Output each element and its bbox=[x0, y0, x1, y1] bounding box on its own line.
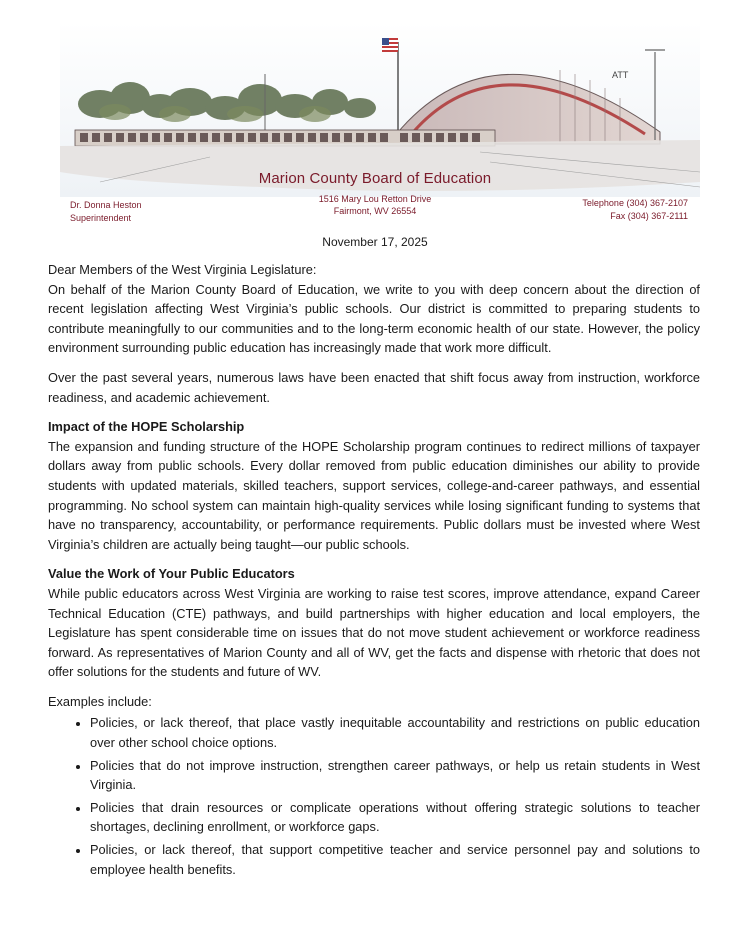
educators-heading: Value the Work of Your Public Educators bbox=[48, 566, 295, 582]
list-item: • Policies, or lack thereof, that support competitive teacher and service personnel pay and solutions to employee health benefits. bbox=[90, 840, 700, 879]
building-sign: ATT bbox=[612, 70, 629, 80]
list-item: • Policies that do not improve instruction, strengthen career pathways, or help us retain students in West Virginia. bbox=[90, 756, 700, 795]
superintendent-block bbox=[70, 199, 142, 225]
letter-date: November 17, 2025 bbox=[322, 235, 428, 249]
letter-body bbox=[48, 260, 700, 882]
hope-heading: Impact of the HOPE Scholarship bbox=[48, 419, 245, 435]
contact-block bbox=[582, 197, 688, 223]
intro-paragraph: On behalf of the Marion County Board of Education, we write to you with deep concern about the direction of recent legislation affecting West Virginia’s public schools. Our district is committed to preparing students to contribute meaningfully to our communities and to the long-term economic health of our state. However, the policy environment surrounding public education has increasingly made that work more difficult. bbox=[48, 281, 700, 356]
organization-name: Marion County Board of Education bbox=[258, 170, 492, 187]
laws-paragraph: Over the past several years, numerous laws have been enacted that shift focus away from instruction, workforce readiness, and academic achievement. bbox=[48, 369, 700, 405]
examples-list bbox=[48, 713, 700, 879]
telephone: Telephone (304) 367-2107 bbox=[582, 198, 688, 208]
list-item: • Policies that drain resources or complicate operations without offering strategic solutions to teacher shortages, declining enrollment, or workforce gaps. bbox=[90, 798, 700, 837]
address-line-1: 1516 Mary Lou Retton Drive bbox=[318, 194, 432, 204]
address-line-2: Fairmont, WV 26554 bbox=[333, 206, 417, 216]
examples-intro: Examples include: bbox=[48, 693, 152, 709]
hope-paragraph: The expansion and funding structure of the HOPE Scholarship program continues to redirect millions of taxpayer dollars away from public schools. Every dollar removed from public education diminishes our ability to provide students with updated materials, skilled teachers, support services, college-and-career pathways, and essential programming. No school system can maintain high-quality services while losing significant funding to systems that have no transparency, accountability, or performance requirements. Public dollars must be invested where West Virginia’s children are actually being taught—our public schools. bbox=[48, 438, 700, 552]
superintendent-title: Superintendent bbox=[70, 213, 132, 223]
superintendent-name: Dr. Donna Heston bbox=[70, 200, 142, 210]
educators-paragraph: While public educators across West Virginia are working to raise test scores, improve attendance, expand Career Technical Education (CTE) pathways, and build partnerships with higher education and local employers, the Legislature has spent considerable time on issues that do not move student achievement or workforce readiness forward. As representatives of Marion County and all of WV, get the facts and dispense with rhetoric that does not offer solutions for the students and future of WV. bbox=[48, 585, 700, 680]
fax: Fax (304) 367-2111 bbox=[610, 211, 688, 221]
list-item: • Policies, or lack thereof, that place vastly inequitable accountability and restrictions on public education over other school choice options. bbox=[90, 713, 700, 752]
salutation: Dear Members of the West Virginia Legislature: bbox=[48, 262, 317, 277]
